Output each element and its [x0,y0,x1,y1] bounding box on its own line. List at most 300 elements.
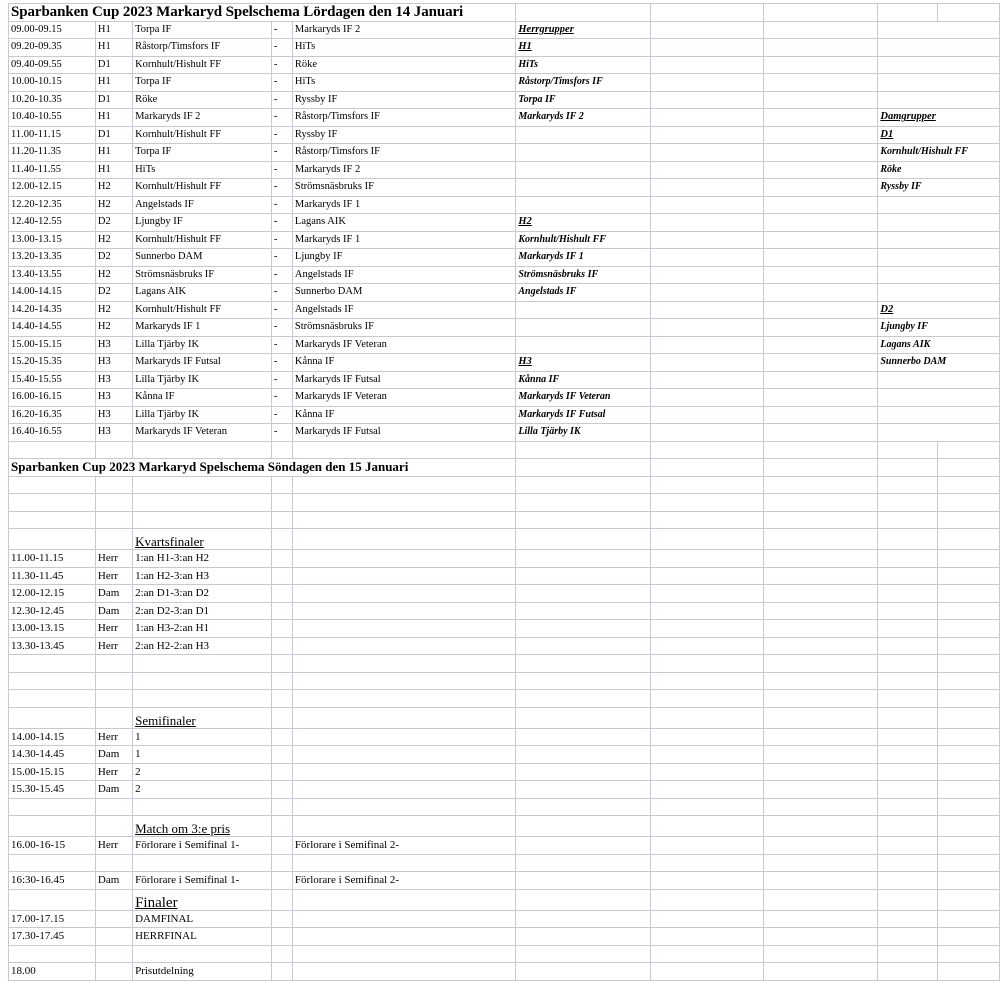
empty-cell [292,655,515,673]
empty-cell [878,854,938,872]
empty-cell [938,459,1000,477]
match-time: 16.20-16.35 [9,406,96,424]
prize-label: Prisutdelning [133,963,272,981]
empty-cell [878,620,938,638]
empty-cell [516,928,650,946]
empty-cell [292,854,515,872]
semifinal-row [9,728,1000,746]
empty-cell [9,529,96,550]
empty-cell [133,945,272,963]
empty-cell [650,21,764,39]
empty-cell [764,21,878,39]
quarterfinals-heading: Kvartsfinaler [133,529,272,550]
empty-cell [650,109,764,127]
empty-cell [878,746,938,764]
empty-cell [650,910,764,928]
empty-cell [133,441,272,459]
empty-cell [938,511,1000,529]
match-separator: - [271,424,292,442]
empty-cell [938,672,1000,690]
empty-cell [271,602,292,620]
quarterfinal-row [9,637,1000,655]
empty-cell [292,620,515,638]
empty-cell [650,406,764,424]
empty-cell [764,56,878,74]
empty-cell [516,602,650,620]
empty-cell [271,781,292,799]
empty-cell [650,494,764,512]
empty-cell [650,945,764,963]
women-group-heading: D1 [878,126,1000,144]
empty-cell [516,728,650,746]
ko-time: 14.30-14.45 [9,746,96,764]
empty-cell [764,511,878,529]
women-group-team [878,196,1000,214]
match-separator: - [271,266,292,284]
empty-cell [764,945,878,963]
empty-cell [878,690,938,708]
women-group-heading: Damgrupper [878,109,1000,127]
empty-cell [650,798,764,816]
home-team: Ljungby IF [133,214,272,232]
semifinal-row [9,746,1000,764]
ko-time: 15.30-15.45 [9,781,96,799]
empty-cell [938,798,1000,816]
away-team: Markaryds IF Veteran [292,389,515,407]
empty-cell [292,441,515,459]
empty-cell [650,928,764,946]
empty-cell [271,690,292,708]
ko-time: 15.00-15.15 [9,763,96,781]
empty-cell [516,585,650,603]
empty-cell [516,889,650,910]
empty-cell [271,585,292,603]
away-team: Markaryds IF 1 [292,231,515,249]
empty-cell [764,74,878,92]
match-separator: - [271,249,292,267]
empty-cell [764,371,878,389]
match-time: 09.40-09.55 [9,56,96,74]
empty-cell [516,529,650,550]
empty-cell [938,637,1000,655]
empty-cell [650,424,764,442]
ko-match: 2 [133,781,272,799]
empty-cell [271,763,292,781]
empty-cell [292,550,515,568]
empty-cell [764,602,878,620]
empty-cell [938,585,1000,603]
match-time: 12.40-12.55 [9,214,96,232]
empty-cell [878,476,938,494]
empty-cell [650,144,764,162]
empty-cell [9,854,96,872]
empty-cell [764,91,878,109]
empty-row [9,798,1000,816]
match-separator: - [271,371,292,389]
empty-cell [650,707,764,728]
empty-cell [650,126,764,144]
empty-cell [764,389,878,407]
empty-cell [271,476,292,494]
away-team: Råstorp/Timsfors IF [292,144,515,162]
home-team: Kånna IF [133,389,272,407]
match-time: 16.00-16.15 [9,389,96,407]
final-row [9,928,1000,946]
empty-cell [95,672,132,690]
men-group-team [516,196,650,214]
empty-cell [9,672,96,690]
ko-class: Herr [95,837,132,855]
empty-cell [95,910,132,928]
empty-cell [878,763,938,781]
empty-cell [516,476,650,494]
match-row [9,231,1000,249]
empty-cell [292,511,515,529]
empty-cell [516,945,650,963]
empty-cell [878,4,938,22]
men-group-team: Torpa IF [516,91,650,109]
match-row [9,301,1000,319]
ko-match: 1:an H3-2:an H1 [133,620,272,638]
match-separator: - [271,284,292,302]
section-heading-row [9,707,1000,728]
match-time: 11.40-11.55 [9,161,96,179]
empty-cell [878,511,938,529]
empty-cell [9,511,96,529]
empty-cell [650,179,764,197]
home-team: Kornhult/Hishult FF [133,231,272,249]
home-team: Sunnerbo DAM [133,249,272,267]
empty-cell [938,928,1000,946]
ko-time: 13.30-13.45 [9,637,96,655]
match-row [9,91,1000,109]
ko-class: Dam [95,872,132,890]
empty-cell [650,4,764,22]
empty-cell [292,494,515,512]
match-row [9,126,1000,144]
empty-cell [271,441,292,459]
empty-cell [133,690,272,708]
empty-cell [271,637,292,655]
empty-cell [650,837,764,855]
empty-cell [938,837,1000,855]
ko-class: Dam [95,746,132,764]
empty-cell [292,690,515,708]
empty-cell [764,637,878,655]
empty-cell [9,690,96,708]
empty-cell [292,637,515,655]
home-team: Kornhult/Hishult FF [133,301,272,319]
home-team: Röke [133,91,272,109]
empty-cell [764,837,878,855]
empty-cell [650,585,764,603]
empty-cell [271,854,292,872]
ko-class: Herr [95,620,132,638]
empty-cell [878,550,938,568]
empty-cell [764,161,878,179]
empty-cell [650,672,764,690]
women-group-team [878,266,1000,284]
empty-cell [271,728,292,746]
empty-cell [938,707,1000,728]
empty-cell [516,707,650,728]
empty-cell [878,928,938,946]
empty-cell [650,781,764,799]
match-group: H2 [95,179,132,197]
match-separator: - [271,301,292,319]
men-group-team: Markaryds IF Veteran [516,389,650,407]
match-time: 13.00-13.15 [9,231,96,249]
empty-cell [764,550,878,568]
empty-cell [271,798,292,816]
women-group-team [878,21,1000,39]
empty-cell [133,854,272,872]
title-row [9,4,1000,22]
empty-cell [764,763,878,781]
match-group: D2 [95,249,132,267]
home-team: Råstorp/Timsfors IF [133,39,272,57]
match-separator: - [271,126,292,144]
empty-cell [938,529,1000,550]
empty-cell [764,476,878,494]
match-separator: - [271,389,292,407]
empty-cell [516,816,650,837]
empty-cell [938,746,1000,764]
empty-cell [938,963,1000,981]
women-group-team [878,214,1000,232]
empty-cell [292,910,515,928]
ko-home: Förlorare i Semifinal 1- [133,837,272,855]
empty-cell [764,179,878,197]
empty-row [9,854,1000,872]
empty-cell [292,945,515,963]
empty-cell [764,39,878,57]
empty-cell [292,746,515,764]
empty-cell [764,910,878,928]
quarterfinal-row [9,620,1000,638]
empty-cell [938,889,1000,910]
empty-cell [650,284,764,302]
match-time: 14.40-14.55 [9,319,96,337]
prize-time: 18.00 [9,963,96,981]
away-team: HiTs [292,74,515,92]
match-time: 09.00-09.15 [9,21,96,39]
empty-cell [878,602,938,620]
home-team: Torpa IF [133,74,272,92]
empty-cell [764,336,878,354]
match-separator: - [271,161,292,179]
empty-cell [650,161,764,179]
away-team: Sunnerbo DAM [292,284,515,302]
match-row [9,336,1000,354]
ko-time: 12.00-12.15 [9,585,96,603]
ko-class: Herr [95,637,132,655]
women-group-team: Lagans AIK [878,336,1000,354]
match-group: H3 [95,424,132,442]
empty-cell [938,567,1000,585]
ko-match: 1 [133,728,272,746]
section-heading-row [9,529,1000,550]
empty-cell [516,567,650,585]
sunday-title: Sparbanken Cup 2023 Markaryd Spelschema Söndagen den 15 Januari [9,459,516,477]
empty-cell [95,945,132,963]
ko-time: 16:30-16.45 [9,872,96,890]
women-group-team: Ljungby IF [878,319,1000,337]
ko-class: Dam [95,602,132,620]
finals-heading: Finaler [133,889,272,910]
away-team: Markaryds IF Futsal [292,371,515,389]
empty-cell [938,441,1000,459]
match-time: 12.20-12.35 [9,196,96,214]
empty-cell [271,529,292,550]
women-group-team [878,389,1000,407]
empty-cell [516,672,650,690]
away-team: Angelstads IF [292,301,515,319]
ko-match: 2:an H2-2:an H3 [133,637,272,655]
empty-cell [764,746,878,764]
ko-home: Förlorare i Semifinal 1- [133,872,272,890]
men-group-team: Markaryds IF Futsal [516,406,650,424]
empty-cell [650,196,764,214]
ko-class: Herr [95,728,132,746]
empty-cell [764,798,878,816]
empty-cell [938,690,1000,708]
empty-cell [516,690,650,708]
empty-cell [292,585,515,603]
empty-cell [938,872,1000,890]
empty-cell [516,637,650,655]
empty-cell [764,126,878,144]
empty-cell [764,109,878,127]
match-group: H1 [95,161,132,179]
empty-cell [292,707,515,728]
empty-cell [938,763,1000,781]
match-separator: - [271,109,292,127]
match-row [9,39,1000,57]
match-time: 12.00-12.15 [9,179,96,197]
empty-cell [650,231,764,249]
empty-cell [878,637,938,655]
match-separator: - [271,231,292,249]
women-group-team [878,91,1000,109]
home-team: Markaryds IF Veteran [133,424,272,442]
empty-row [9,672,1000,690]
empty-cell [271,620,292,638]
men-group-team [516,179,650,197]
ko-match: 2 [133,763,272,781]
match-separator: - [271,39,292,57]
men-group-team: Lilla Tjärby IK [516,424,650,442]
empty-cell [764,144,878,162]
quarterfinal-row [9,602,1000,620]
match-time: 11.20-11.35 [9,144,96,162]
empty-cell [764,728,878,746]
empty-cell [271,837,292,855]
match-group: D1 [95,56,132,74]
empty-cell [764,459,878,477]
empty-cell [764,424,878,442]
match-time: 15.00-15.15 [9,336,96,354]
away-team: Röke [292,56,515,74]
match-separator: - [271,144,292,162]
empty-cell [764,284,878,302]
empty-cell [271,910,292,928]
empty-cell [95,690,132,708]
empty-cell [95,494,132,512]
final-time: 17.00-17.15 [9,910,96,928]
empty-cell [271,655,292,673]
match-separator: - [271,354,292,372]
men-group-team [516,319,650,337]
women-group-team [878,231,1000,249]
match-time: 10.20-10.35 [9,91,96,109]
empty-cell [292,728,515,746]
empty-cell [9,476,96,494]
home-team: Kornhult/Hishult FF [133,56,272,74]
empty-cell [764,249,878,267]
ko-match: 2:an D2-3:an D1 [133,602,272,620]
empty-cell [878,494,938,512]
empty-cell [95,707,132,728]
empty-cell [764,585,878,603]
ko-time: 12.30-12.45 [9,602,96,620]
match-time: 15.40-15.55 [9,371,96,389]
empty-cell [271,494,292,512]
empty-cell [516,550,650,568]
women-group-team [878,424,1000,442]
home-team: Lilla Tjärby IK [133,406,272,424]
empty-cell [95,529,132,550]
empty-cell [938,476,1000,494]
match-time: 11.00-11.15 [9,126,96,144]
empty-cell [271,889,292,910]
match-group: H3 [95,336,132,354]
away-team: Markaryds IF Veteran [292,336,515,354]
empty-cell [292,928,515,946]
home-team: Kornhult/Hishult FF [133,126,272,144]
men-group-team: Kornhult/Hishult FF [516,231,650,249]
empty-cell [650,728,764,746]
ko-time: 13.00-13.15 [9,620,96,638]
empty-cell [516,746,650,764]
ko-time: 11.30-11.45 [9,567,96,585]
quarterfinal-row [9,567,1000,585]
women-group-team: Kornhult/Hishult FF [878,144,1000,162]
ko-class: Herr [95,550,132,568]
empty-cell [650,371,764,389]
empty-row [9,511,1000,529]
empty-cell [938,655,1000,673]
empty-cell [764,214,878,232]
empty-cell [9,441,96,459]
empty-cell [271,511,292,529]
empty-row [9,476,1000,494]
empty-cell [650,301,764,319]
empty-cell [650,620,764,638]
empty-cell [292,672,515,690]
women-group-team: Röke [878,161,1000,179]
empty-cell [516,910,650,928]
empty-cell [938,550,1000,568]
ko-time: 11.00-11.15 [9,550,96,568]
match-group: D1 [95,91,132,109]
empty-cell [650,602,764,620]
empty-cell [650,441,764,459]
empty-cell [764,672,878,690]
men-group-heading: Herrgrupper [516,21,650,39]
empty-cell [516,872,650,890]
empty-cell [650,872,764,890]
